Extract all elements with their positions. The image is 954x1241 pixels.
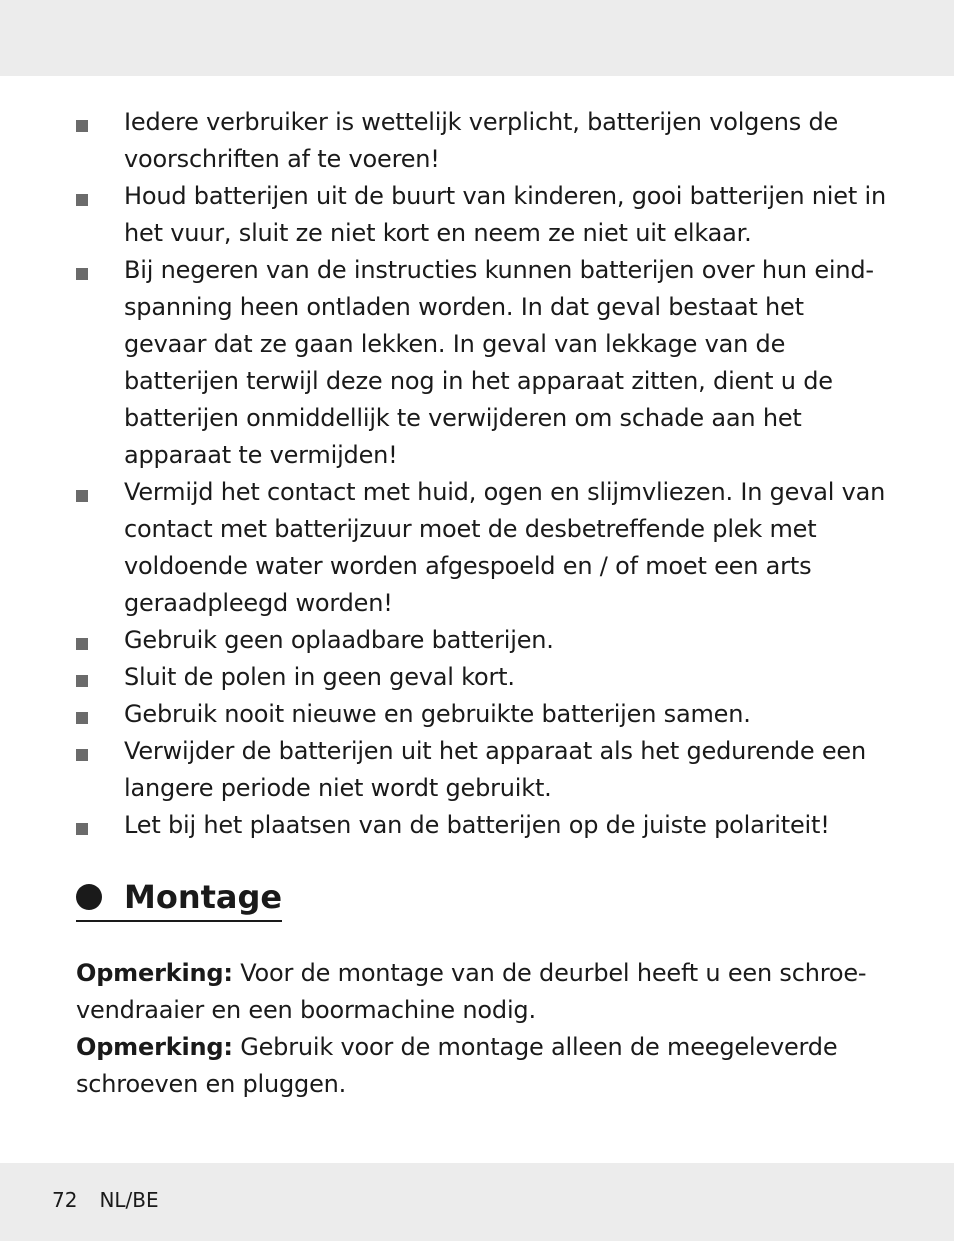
list-item-text: Sluit de polen in geen geval kort. <box>124 663 515 691</box>
filled-circle-icon <box>76 884 102 910</box>
square-bullet-icon <box>76 712 88 724</box>
square-bullet-icon <box>76 268 88 280</box>
note-label: Opmerking: <box>76 1033 233 1061</box>
list-item-text: Verwijder de batterijen uit het apparaat als het gedurende een langere periode niet wordt gebruikt. <box>124 737 867 802</box>
list-item <box>76 733 886 807</box>
list-item-text: Gebruik nooit nieuwe en gebruikte batterijen samen. <box>124 700 751 728</box>
square-bullet-icon <box>76 638 88 650</box>
note-text: Voor de montage van de deurbel heeft u een schroe-vendraaier en een boormachine nodig. <box>76 959 867 1024</box>
note-label: Opmerking: <box>76 959 233 987</box>
page-footer <box>52 1186 159 1214</box>
locale-label: NL/BE <box>99 1188 159 1212</box>
square-bullet-icon <box>76 120 88 132</box>
list-item-text: Vermijd het contact met huid, ogen en slijmvliezen. In geval van contact met batterijzuur moet de desbetreffende plek met voldoende water worden afgespoeld en / of moet een arts geraadpleegd worden! <box>124 478 886 617</box>
list-item <box>76 252 886 474</box>
square-bullet-icon <box>76 194 88 206</box>
battery-safety-list <box>76 104 886 844</box>
square-bullet-icon <box>76 823 88 835</box>
list-item <box>76 474 886 622</box>
list-item-text: Gebruik geen oplaadbare batterijen. <box>124 626 554 654</box>
list-item <box>76 659 886 696</box>
square-bullet-icon <box>76 749 88 761</box>
note-paragraph <box>76 1029 876 1103</box>
list-item <box>76 696 886 733</box>
header-band <box>0 0 954 76</box>
page-number: 72 <box>52 1188 78 1212</box>
list-item-text: Houd batterijen uit de buurt van kinderen, gooi batterijen niet in het vuur, sluit ze niet kort en neem ze niet uit elkaar. <box>124 182 886 247</box>
list-item <box>76 104 886 178</box>
section-title: Montage <box>124 878 283 916</box>
list-item <box>76 622 886 659</box>
list-item-text: Let bij het plaatsen van de batterijen op de juiste polariteit! <box>124 811 830 839</box>
note-text: Gebruik voor de montage alleen de meegeleverde schroeven en pluggen. <box>76 1033 838 1098</box>
list-item <box>76 807 886 844</box>
list-item-text: Iedere verbruiker is wettelijk verplicht, batterijen volgens de voorschriften af te voeren! <box>124 108 839 173</box>
list-item <box>76 178 886 252</box>
square-bullet-icon <box>76 675 88 687</box>
notes-block <box>76 955 876 1103</box>
section-heading-montage <box>76 876 282 922</box>
square-bullet-icon <box>76 490 88 502</box>
note-paragraph <box>76 955 876 1029</box>
list-item-text: Bij negeren van de instructies kunnen batterijen over hun eind-spanning heen ontladen worden. In dat geval bestaat het gevaar dat ze gaan lekken. In geval van lekkage van de batterijen terwijl deze nog in het apparaat zitten, dient u de batterijen onmiddellijk te verwijderen om schade aan het apparaat te vermijden! <box>124 256 874 469</box>
